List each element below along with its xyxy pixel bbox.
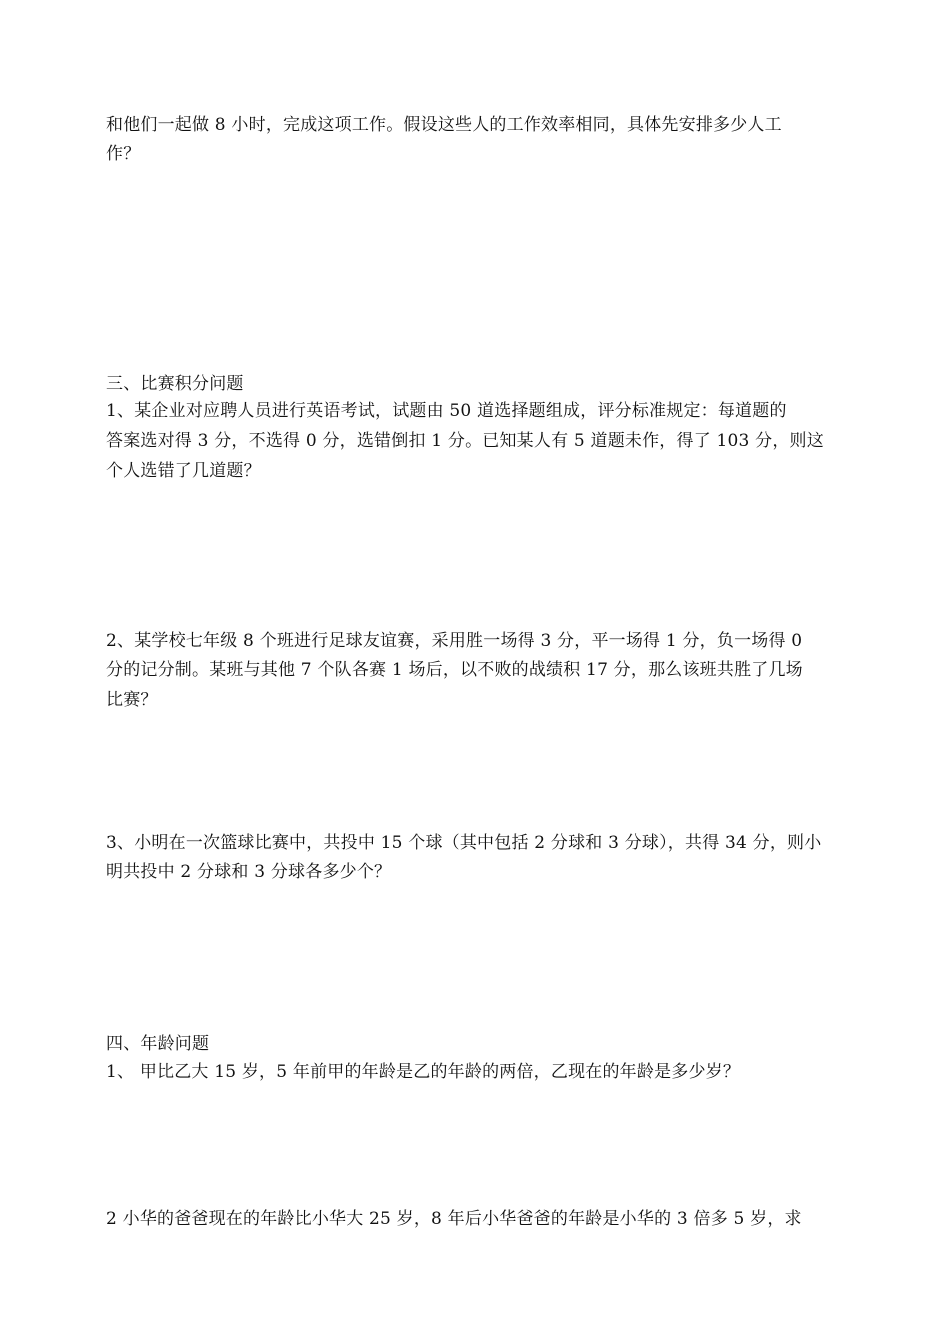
s4-q2-line-1: 2 小华的爸爸现在的年龄比小华大 25 岁，8 年后小华爸爸的年龄是小华的 3 倍多 5 岁，求 <box>106 1209 802 1229</box>
continuation-line-1: 和他们一起做 8 小时，完成这项工作。假设这些人的工作效率相同，具体先安排多少人工 <box>106 115 782 135</box>
section-4-heading: 四、年龄问题 <box>106 1034 210 1054</box>
s3-q1-line-1: 1、某企业对应聘人员进行英语考试，试题由 50 道选择题组成，评分标准规定：每道题的 <box>106 401 787 421</box>
s3-q3-line-1: 3、小明在一次篮球比赛中，共投中 15 个球（其中包括 2 分球和 3 分球），共得 34 分，则小 <box>106 833 822 853</box>
continuation-line-2: 作？ <box>106 144 141 164</box>
section-3-heading: 三、比赛积分问题 <box>106 374 244 394</box>
s3-q2-line-1: 2、某学校七年级 8 个班进行足球友谊赛，采用胜一场得 3 分，平一场得 1 分，负一场得 0 <box>106 631 803 651</box>
s3-q1-line-2: 答案选对得 3 分，不选得 0 分，选错倒扣 1 分。已知某人有 5 道题未作，得了 103 分，则这 <box>106 431 824 451</box>
s3-q1-line-3: 个人选错了几道题？ <box>106 461 261 481</box>
s4-q1-line-1: 1、 甲比乙大 15 岁，5 年前甲的年龄是乙的年龄的两倍，乙现在的年龄是多少岁？ <box>106 1062 741 1082</box>
s3-q2-line-3: 比赛？ <box>106 690 158 710</box>
s3-q3-line-2: 明共投中 2 分球和 3 分球各多少个？ <box>106 862 392 882</box>
s3-q2-line-2: 分的记分制。某班与其他 7 个队各赛 1 场后，以不败的战绩积 17 分，那么该班共胜了几场 <box>106 660 803 680</box>
